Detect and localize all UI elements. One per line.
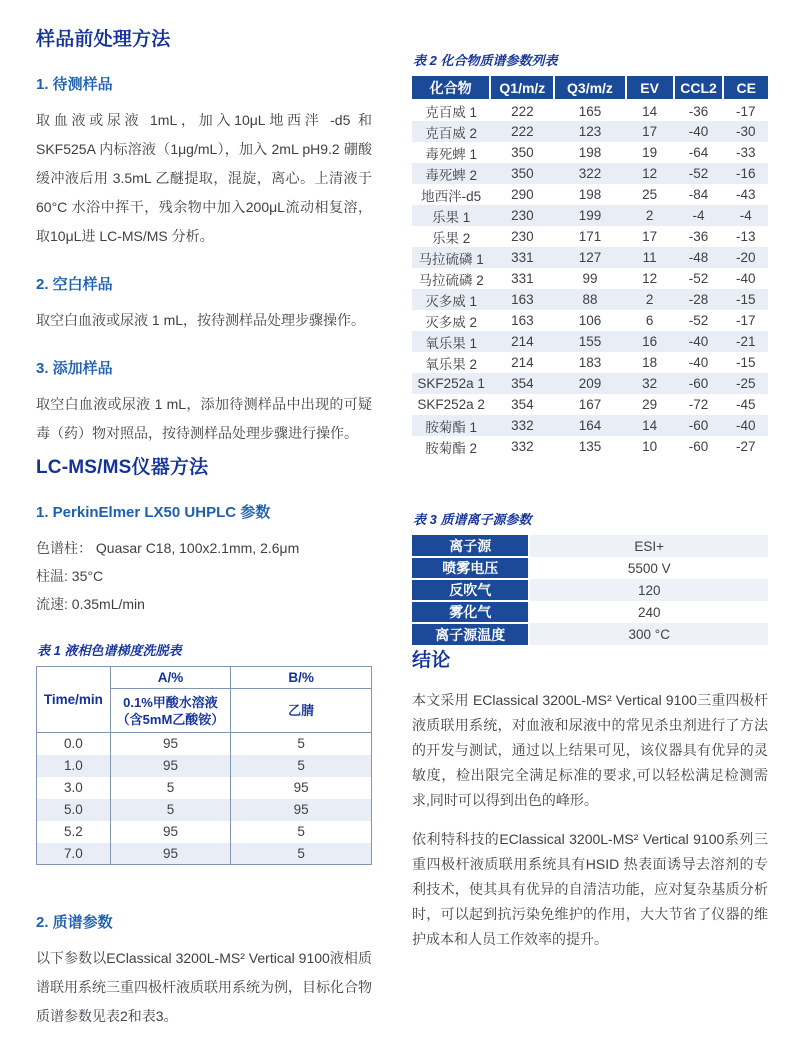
table-row [412,352,768,373]
table-cell: 乐果 1 [432,209,471,225]
table-cell: 198 [578,145,602,160]
spec-flow-rate: 流速: 0.35mL/min [36,596,145,612]
table-cell: 214 [511,355,534,370]
table-cell: 喷雾电压 [412,557,529,579]
column-header-ccl2: CCL2 [674,76,724,100]
table-cell: 克百威 1 [425,105,478,120]
table-cell: ESI+ [529,535,768,557]
table-cell: -64 [688,145,709,160]
table-row [37,733,372,755]
table-cell: SKF252a 1 [417,376,485,391]
table-cell: -48 [688,250,709,265]
column-header-q3: Q3/m/z [554,76,625,100]
table-row [412,163,768,184]
table-cell: 163 [511,313,534,328]
table-cell: 克百威 2 [425,125,478,141]
table-cell: 214 [511,334,534,349]
table-cell: -36 [688,103,709,119]
body-paragraph-test-sample: 取血液或尿液 1mL，加入10μL地西泮 -d5 和 SKF525A 内标溶液（1μg/mL），加入 2mL pH9.2 硼酸缓冲液后用 3.5mL 乙醚提取，混旋，离心。上清液于 60°C 水浴中挥干，残余物中加入200μL流动相复溶，取10μL进 LC-MS/MS 分析。 [36,112,372,244]
table-cell: 332 [511,439,534,454]
table-cell: 222 [511,124,534,139]
table-row [37,843,372,865]
table-cell: 17 [642,124,658,139]
table-row [412,623,768,645]
table-cell: 0.0 [37,733,111,755]
table-cell: -4 [692,208,705,223]
table-cell: 300 °C [529,623,768,645]
gradient-table-body [37,733,372,865]
table-cell: 灭多威 1 [425,293,478,309]
column-header-q1: Q1/m/z [490,76,554,100]
left-column [36,24,372,1035]
table-cell: 16 [642,334,658,349]
table-cell: 32 [642,376,658,391]
table-cell: 5.2 [37,821,111,843]
spec-column: 色谱柱： Quasar C18, 100x2.1mm, 2.6μm [36,540,300,556]
spec-column-temp: 柱温: 35°C [36,568,104,584]
table-cell: 127 [578,250,602,265]
table-cell: -52 [688,313,709,328]
subsection-title-test-sample: 1. 待测样品 [36,76,113,93]
table-cell: 5 [110,799,231,821]
table-row [412,394,768,415]
table-cell: -27 [735,439,756,454]
table-row [412,415,768,436]
table-cell: 3.0 [37,777,111,799]
table-cell: 354 [511,376,534,391]
subsection-title-ms-params: 2. 质谱参数 [36,914,113,931]
body-paragraph-spiked-sample: 取空白血液或尿液 1 mL，添加待测样品中出现的可疑毒（药）物对照品，按待测样品处理步骤进行操作。 [36,396,372,441]
table-cell: 12 [642,166,658,181]
table-cell: 290 [511,187,534,202]
table-cell: -43 [735,187,756,202]
table-cell: 25 [642,187,658,202]
table-cell: 331 [511,271,534,286]
table-cell: 18 [642,355,658,370]
table-cell: -40 [735,418,756,433]
gradient-table [36,666,372,865]
table-cell: 183 [578,355,602,370]
table-cell: -60 [688,439,709,454]
table-cell: 19 [642,145,658,160]
right-column [412,24,768,1035]
table-cell: -40 [688,334,709,349]
conclusion-paragraph-1: 本文采用 EClassical 3200L-MS² Vertical 9100三重四极杆液质联用系统，对血液和尿液中的常见杀虫剂进行了方法的开发与测试，通过以上结果可见，该仪器具有优异的灵敏度，检出限完全满足标准的要求,可以轻松满足检测需求,同时可以得到出色的峰形。 [412,692,768,808]
table-cell: 155 [578,334,602,349]
table-cell: -30 [735,124,756,139]
section-title-lcms-method: LC-MS/MS仪器方法 [36,457,209,478]
table-cell: 5 [110,777,231,799]
table-cell: -40 [688,355,709,370]
table-cell: -17 [735,103,756,119]
table-cell: 雾化气 [412,601,529,623]
table-cell: -15 [735,355,756,370]
column-header-ev: EV [626,76,674,100]
column-header-b: B/% [231,667,372,689]
table-cell: 350 [511,145,534,160]
table-cell: 氧乐果 1 [425,335,478,351]
table-cell: 14 [642,418,658,433]
column-header-compound: 化合物 [412,76,490,100]
table-cell: 毒死蜱 2 [425,167,478,183]
table-cell: 163 [511,292,534,307]
table-cell: 5 [231,733,372,755]
subsection-title-spiked-sample: 3. 添加样品 [36,360,113,377]
table-cell: 氧乐果 2 [425,356,478,372]
table-cell: 167 [578,397,602,412]
table-cell: -40 [735,271,756,286]
table-cell: 毒死蜱 1 [425,146,478,162]
body-paragraph-blank-sample: 取空白血液或尿液 1 mL，按待测样品处理步骤操作。 [36,312,366,328]
column-subheader-b: 乙腈 [231,689,372,733]
table-cell: 地西泮-d5 [421,188,482,204]
table-row [412,601,768,623]
table-cell: 离子源温度 [412,623,529,645]
table-cell: 5 [231,843,372,865]
table-cell: 123 [578,124,602,139]
gradient-table-header [37,667,372,733]
table-cell: 350 [511,166,534,181]
subsection-title-blank-sample: 2. 空白样品 [36,276,113,293]
table-cell: -33 [735,145,756,160]
table-cell: 198 [578,187,602,202]
table-row [37,799,372,821]
table-cell: 29 [642,397,658,412]
table-cell: 2 [645,292,654,307]
table-cell: -52 [688,166,709,181]
table-row [412,205,768,226]
table-cell: -15 [735,292,756,307]
table-cell: 6 [645,313,654,328]
table-cell: -28 [688,292,709,307]
conclusion-paragraph-2: 依利特科技的EClassical 3200L-MS² Vertical 9100系列三重四极杆液质联用系统具有HSID 热表面诱导去溶剂的专利技术，使其具有优异的自清洁功能，应对复杂基质分析时，可以起到抗污染免维护的作用，大大节省了仪器的维护成本和人员工作效率的提升。 [412,831,768,947]
compound-table-body [412,100,768,457]
table-cell: 1.0 [37,755,111,777]
table-cell: -40 [688,124,709,139]
table-cell: 5 [231,755,372,777]
table-cell: 灭多威 2 [425,314,478,330]
table-cell: 222 [511,103,534,119]
table-cell: -60 [688,376,709,391]
table-row [412,579,768,601]
table-row [37,755,372,777]
table-cell: -17 [735,313,756,328]
table-cell: 胺菊酯 2 [425,440,478,456]
table-row [412,373,768,394]
table-cell: 164 [578,418,602,433]
column-subheader-a-line2: （含5mM乙酸铵） [116,711,225,727]
table3-caption: 表 3 质谱离子源参数 [413,512,532,527]
table-cell: -13 [735,229,756,244]
table-cell: 95 [110,821,231,843]
section-title-conclusion: 结论 [412,650,451,671]
table-cell: 离子源 [412,535,529,557]
table-cell: 354 [511,397,534,412]
table1-caption: 表 1 液相色谱梯度洗脱表 [37,643,182,658]
ion-source-params-table [412,535,768,645]
table-cell: -52 [688,271,709,286]
table-cell: 99 [582,271,598,286]
table-cell: 7.0 [37,843,111,865]
table-cell: 17 [642,229,658,244]
table-row [412,436,768,457]
table-row [412,557,768,579]
table-cell: -45 [735,397,756,412]
compound-ms-params-table [412,76,768,457]
table-cell: 马拉硫磷 1 [418,251,484,267]
table-row [412,268,768,289]
table-row [412,121,768,142]
table-cell: 2 [645,208,654,223]
table-cell: 5.0 [37,799,111,821]
column-header-time: Time/min [37,667,111,733]
table-cell: 106 [578,313,602,328]
table-cell: 322 [578,166,602,181]
column-subheader-a-line1: 0.1%甲酸水溶液 [123,694,218,710]
table-cell: -16 [735,166,756,181]
table-cell: SKF252a 2 [417,397,485,412]
table-cell: 胺菊酯 1 [425,419,478,435]
column-subheader-a [110,689,231,733]
table-cell: 95 [110,755,231,777]
table-cell: 199 [578,208,602,223]
compound-table-header [412,76,768,100]
section-title-sample-prep: 样品前处理方法 [36,29,171,50]
table-row [412,76,768,100]
table-cell: -21 [735,334,756,349]
table-cell: -60 [688,418,709,433]
table-cell: 331 [511,250,534,265]
table-cell: -72 [688,397,709,412]
table-row [412,100,768,121]
table-cell: 5 [231,821,372,843]
table-cell: 乐果 2 [432,230,471,246]
table-cell: -20 [735,250,756,265]
table-row [412,226,768,247]
table-cell: 10 [642,439,658,454]
table-cell: 95 [231,777,372,799]
table-cell: 95 [110,843,231,865]
table-cell: -4 [739,208,752,223]
column-header-a: A/% [110,667,231,689]
table-cell: 120 [529,579,768,601]
table-cell: 165 [578,103,602,119]
table-row [37,821,372,843]
table-cell: 马拉硫磷 2 [418,272,484,288]
table-cell: 反吹气 [412,579,529,601]
table-cell: 95 [110,733,231,755]
table-cell: 14 [642,103,658,119]
table-row [412,289,768,310]
table-row [412,184,768,205]
table-cell: 95 [231,799,372,821]
table-row [412,142,768,163]
table-cell: -25 [735,376,756,391]
table-cell: 12 [642,271,658,286]
table-cell: 5500 V [529,557,768,579]
table-cell: 171 [578,229,602,244]
subsection-title-uhplc-params: 1. PerkinElmer LX50 UHPLC 参数 [36,504,271,521]
table-cell: 88 [582,292,598,307]
table-cell: 230 [511,208,534,223]
table-cell: 209 [578,376,602,391]
table2-caption: 表 2 化合物质谱参数列表 [413,53,558,68]
table-row [412,247,768,268]
table-row [412,331,768,352]
table-cell: 332 [511,418,534,433]
table-cell: 11 [642,250,657,265]
table-row [37,777,372,799]
table-cell: -84 [688,187,709,202]
ion-source-table-body [412,535,768,645]
body-paragraph-ms-params: 以下参数以EClassical 3200L-MS² Vertical 9100液相质谱联用系统三重四极杆液质联用系统为例，目标化合物质谱参数见表2和表3。 [36,950,372,1024]
table-row [412,310,768,331]
column-header-ce: CE [723,76,768,100]
table-cell: 230 [511,229,534,244]
table-row [37,667,372,689]
table-row [412,535,768,557]
table-cell: 135 [578,439,602,454]
table-cell: -36 [688,229,709,244]
table-cell: 240 [529,601,768,623]
